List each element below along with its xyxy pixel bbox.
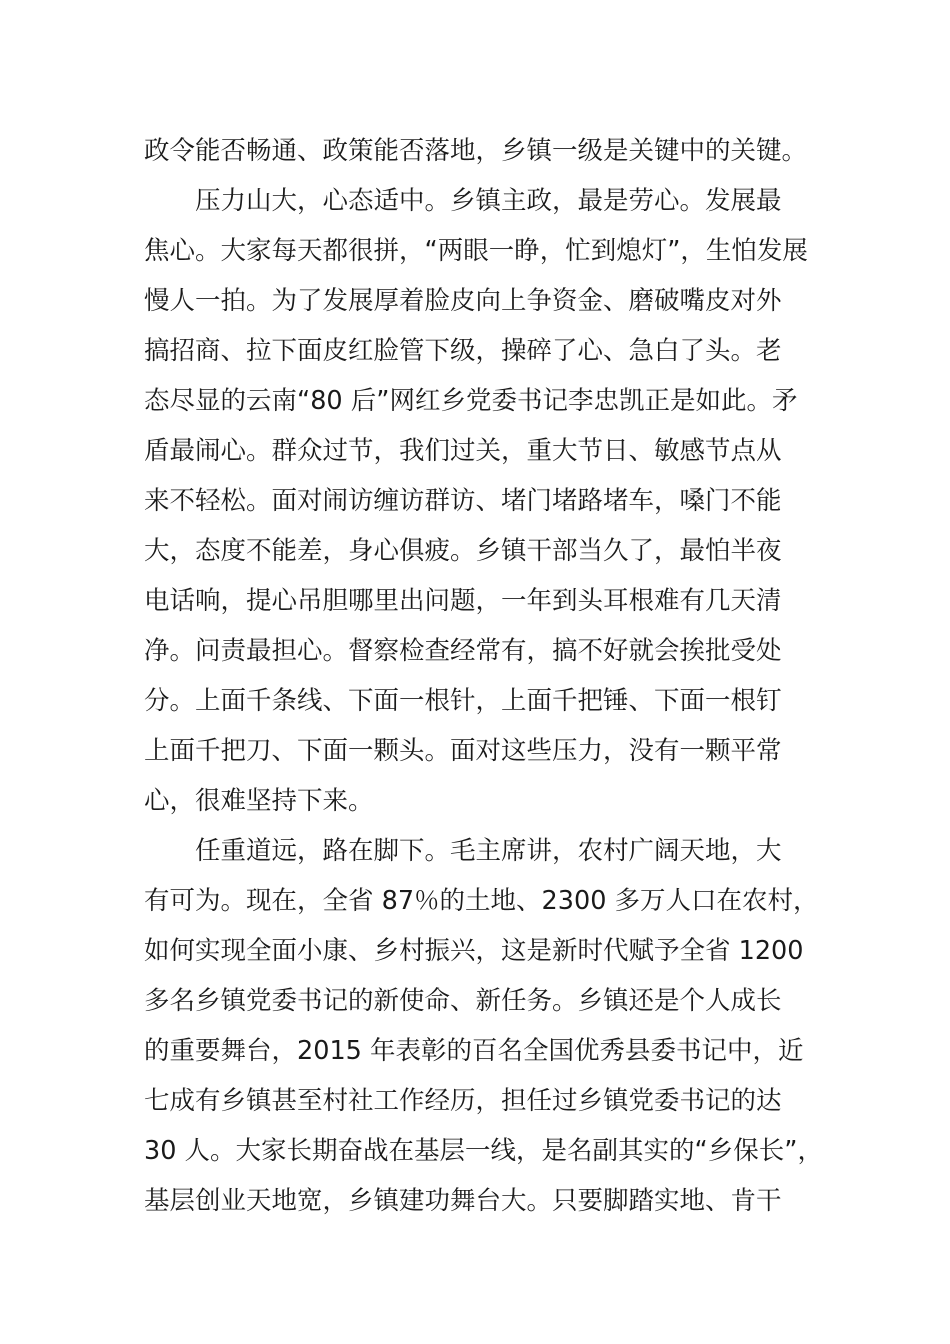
text-line: 上面千把刀、下面一颗头。面对这些压力，没有一颗平常: [144, 736, 782, 766]
text-line: 焦心。大家每天都很拼，“两眼一睁，忙到熄灯”，生怕发展: [144, 236, 808, 266]
text-line: 压力山大，心态适中。乡镇主政，最是劳心。发展最: [195, 186, 782, 216]
text-line: 的重要舞台，2015 年表彰的百名全国优秀县委书记中，近: [144, 1036, 804, 1066]
text-line: 大，态度不能差，身心俱疲。乡镇干部当久了，最怕半夜: [144, 536, 782, 566]
text-line: 30 人。大家长期奋战在基层一线，是名副其实的“乡保长”，: [144, 1136, 823, 1166]
text-line: 七成有乡镇甚至村社工作经历，担任过乡镇党委书记的达: [144, 1086, 782, 1116]
text-line: 多名乡镇党委书记的新使命、新任务。乡镇还是个人成长: [144, 986, 782, 1016]
text-line: 态尽显的云南“80 后”网红乡党委书记李忠凯正是如此。矛: [144, 386, 798, 416]
body-text: [144, 126, 844, 1226]
text-line: 心，很难坚持下来。: [144, 786, 374, 816]
text-line: 来不轻松。面对闹访缠访群访、堵门堵路堵车，嗓门不能: [144, 486, 782, 516]
text-line: 电话响，提心吊胆哪里出问题，一年到头耳根难有几天清: [144, 586, 782, 616]
text-line: 搞招商、拉下面皮红脸管下级，操碎了心、急白了头。老: [144, 336, 782, 366]
text-line: 分。上面千条线、下面一根针，上面千把锤、下面一根钉: [144, 686, 782, 716]
text-line: 有可为。现在，全省 87％的土地、2300 多万人口在农村，: [144, 886, 819, 916]
text-line: 慢人一拍。为了发展厚着脸皮向上争资金、磨破嘴皮对外: [144, 286, 782, 316]
text-line: 任重道远，路在脚下。毛主席讲，农村广阔天地，大: [195, 836, 782, 866]
text-line: 净。问责最担心。督察检查经常有，搞不好就会挨批受处: [144, 636, 782, 666]
text-line: 政令能否畅通、政策能否落地，乡镇一级是关键中的关键。: [144, 136, 808, 166]
text-line: 盾最闹心。群众过节，我们过关，重大节日、敏感节点从: [144, 436, 782, 466]
text-line: 基层创业天地宽，乡镇建功舞台大。只要脚踏实地、肯干: [144, 1186, 782, 1216]
text-line: 如何实现全面小康、乡村振兴，这是新时代赋予全省 1200: [144, 936, 804, 966]
